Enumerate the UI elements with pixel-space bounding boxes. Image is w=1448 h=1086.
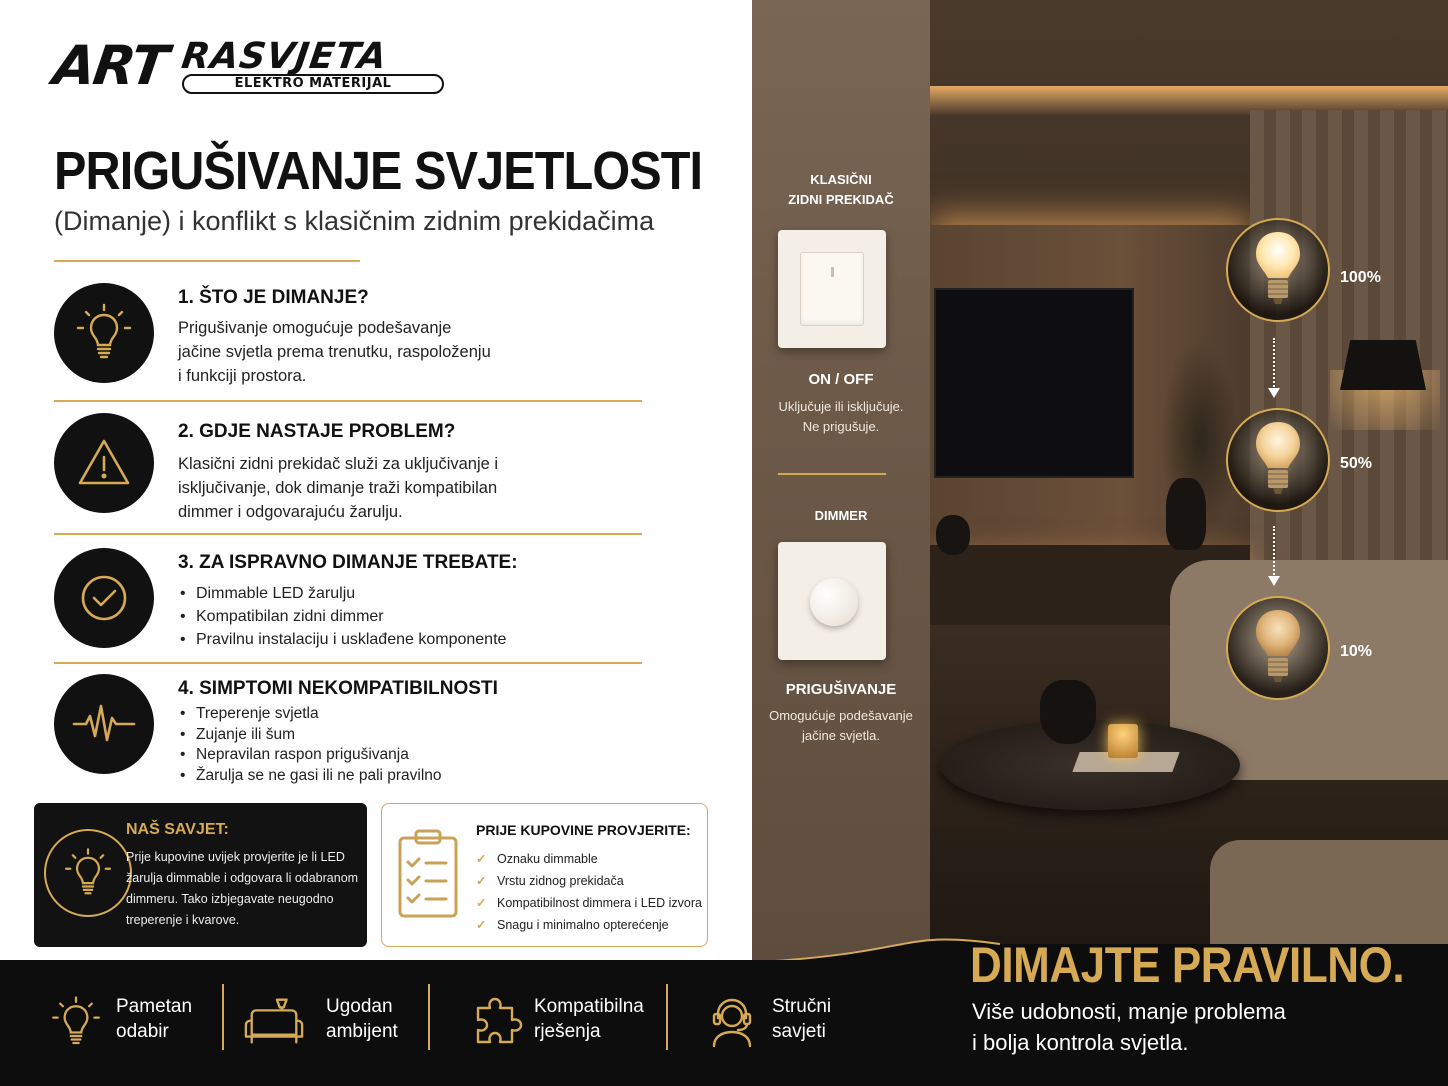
feature-separator xyxy=(666,984,668,1050)
feature-label xyxy=(772,994,831,1044)
section-divider xyxy=(54,662,642,664)
feature-label-line: savjeti xyxy=(772,1021,826,1042)
dimmer-desc-line: jačine svjetla. xyxy=(801,728,881,743)
brand-logo[interactable] xyxy=(49,34,454,100)
page-title: PRIGUŠIVANJE SVJETLOSTI xyxy=(54,141,703,201)
feature-smart-choice xyxy=(44,984,204,1064)
cta-text-line: Više udobnosti, manje problema xyxy=(972,999,1286,1024)
tv-screen xyxy=(934,288,1134,478)
checklist-list xyxy=(476,848,702,936)
checklist-item: ✓ Kompatibilnost dimmera i LED izvora xyxy=(476,892,702,914)
list-item: • Žarulja se ne gasi ili ne pali pravilno xyxy=(178,766,442,787)
lightbulb-icon xyxy=(1248,418,1308,502)
checklist-item: ✓ Vrstu zidnog prekidača xyxy=(476,870,702,892)
title-divider xyxy=(54,260,360,262)
lightbulb-icon xyxy=(44,990,108,1054)
dimmer-wall-switch xyxy=(778,542,886,660)
section-text: Prigušivanje omogućuje podešavanje jačine svjetla prema trenutku, raspoloženju i funkciji prostora. xyxy=(178,319,491,385)
vase xyxy=(1166,478,1206,550)
section-title: 1. ŠTO JE DIMANJE? xyxy=(178,287,369,308)
dimmer-desc xyxy=(752,706,930,746)
list-item: • Pravilnu instalaciju i usklađene komponente xyxy=(178,628,506,651)
feature-expert-advice xyxy=(700,984,860,1064)
classic-switch-desc-line: Ne prigušuje. xyxy=(802,419,880,434)
feature-compatible xyxy=(466,984,656,1064)
section-title: 2. GDJE NASTAJE PROBLEM? xyxy=(178,421,456,442)
arrow-down-icon xyxy=(1273,526,1283,578)
symptoms-list xyxy=(178,704,442,786)
feature-separator xyxy=(428,984,430,1050)
cta-title: DIMAJTE PRAVILNO. xyxy=(970,937,1405,993)
list-item: • Dimmable LED žarulju xyxy=(178,582,506,605)
warning-icon xyxy=(54,413,154,513)
feature-label-line: ambijent xyxy=(326,1021,398,1042)
feature-label-line: Stručni xyxy=(772,996,832,1017)
classic-switch-mode: ON / OFF xyxy=(808,371,874,388)
list-item: • Nepravilan raspon prigušivanja xyxy=(178,745,442,766)
tip-text: Prije kupovine uvijek provjerite je li LED žarulja dimmable i odgovara li odabranom dimmeru. Tako izbjegavate neugodno treperenje i kvarove. xyxy=(126,850,359,927)
strip-divider xyxy=(778,473,886,475)
logo-art-text: ART xyxy=(49,34,171,97)
bulb-100 xyxy=(1226,218,1330,322)
logo-rasvjeta-text: RASVJETA xyxy=(179,36,390,77)
classic-switch-desc-line: Uključuje ili isključuje. xyxy=(778,399,904,414)
list-item: • Treperenje svjetla xyxy=(178,704,442,725)
list-item: • Kompatibilan zidni dimmer xyxy=(178,605,506,628)
section-what-is-dimming xyxy=(54,283,642,393)
feature-label-line: odabir xyxy=(116,1021,169,1042)
dimmer-mode: PRIGUŠIVANJE xyxy=(785,681,897,698)
dimmer-label: DIMMER xyxy=(814,508,868,523)
sofa-icon xyxy=(242,990,306,1054)
feature-label-line: Pametan xyxy=(116,996,193,1017)
section-symptoms xyxy=(54,672,642,782)
cta-text-line: i bolja kontrola svjetla. xyxy=(972,1030,1189,1055)
section-divider xyxy=(54,400,642,402)
feature-label-line: Kompatibilna xyxy=(534,996,644,1017)
section-divider xyxy=(54,533,642,535)
feature-label-line: rješenja xyxy=(534,1021,601,1042)
brightness-label: 50% xyxy=(1340,455,1373,472)
feature-label-line: Ugodan xyxy=(326,996,393,1017)
candle xyxy=(1108,724,1138,758)
feature-separator xyxy=(222,984,224,1050)
checklist-title: PRIJE KUPOVINE PROVJERITE: xyxy=(476,822,691,838)
page-subtitle: (Dimanje) i konflikt s klasičnim zidnim prekidačima xyxy=(54,206,655,236)
classic-switch-label xyxy=(752,170,930,210)
info-panel xyxy=(0,0,752,960)
section-text: Klasični zidni prekidač služi za uključivanje i isključivanje, dok dimanje traži kompatibilan dimmer i odgovarajuću žarulju. xyxy=(178,455,499,521)
lightbulb-icon xyxy=(44,829,132,917)
classic-switch-desc xyxy=(752,397,930,437)
switch-rocker xyxy=(800,252,864,326)
dimmer-knob xyxy=(810,578,858,626)
section-where-problem xyxy=(54,413,642,523)
vase xyxy=(936,515,970,555)
section-requirements xyxy=(54,548,642,658)
brightness-label: 100% xyxy=(1340,269,1381,286)
feature-label xyxy=(326,994,398,1044)
section-title: 4. SIMPTOMI NEKOMPATIBILNOSTI xyxy=(178,678,498,699)
requirements-list xyxy=(178,582,506,651)
classic-switch-label-line: ZIDNI PREKIDAČ xyxy=(788,192,894,207)
bottom-bar xyxy=(0,937,1448,1086)
support-agent-icon xyxy=(700,990,764,1054)
vase xyxy=(1040,680,1096,744)
section-title: 3. ZA ISPRAVNO DIMANJE TREBATE: xyxy=(178,552,518,573)
waveform-icon xyxy=(54,674,154,774)
feature-label xyxy=(534,994,644,1044)
logo-subtitle: ELEKTRO MATERIJAL xyxy=(182,74,444,94)
check-circle-icon xyxy=(54,548,154,648)
bulb-10 xyxy=(1226,596,1330,700)
classic-switch-label-line: KLASIČNI xyxy=(810,172,872,187)
checklist-item: ✓ Oznaku dimmable xyxy=(476,848,702,870)
lightbulb-icon xyxy=(54,283,154,383)
cta-text xyxy=(972,996,1286,1058)
tip-title: NAŠ SAVJET: xyxy=(126,821,229,838)
arrow-down-icon xyxy=(1273,338,1283,390)
switch-comparison xyxy=(752,0,930,960)
checklist-item: ✓ Snagu i minimalno opterećenje xyxy=(476,914,702,936)
bulb-50 xyxy=(1226,408,1330,512)
lightbulb-icon xyxy=(1248,606,1308,690)
feature-ambient xyxy=(242,984,412,1064)
floor-lamp xyxy=(1340,340,1426,390)
classic-wall-switch xyxy=(778,230,886,348)
clipboard-checklist-icon xyxy=(396,828,460,924)
brightness-label: 10% xyxy=(1340,643,1373,660)
lightbulb-icon xyxy=(1248,228,1308,312)
list-item: • Zujanje ili šum xyxy=(178,725,442,746)
living-room-photo xyxy=(930,0,1448,960)
dimmer-desc-line: Omogućuje podešavanje xyxy=(769,708,913,723)
puzzle-icon xyxy=(466,990,530,1054)
feature-label xyxy=(116,994,192,1044)
